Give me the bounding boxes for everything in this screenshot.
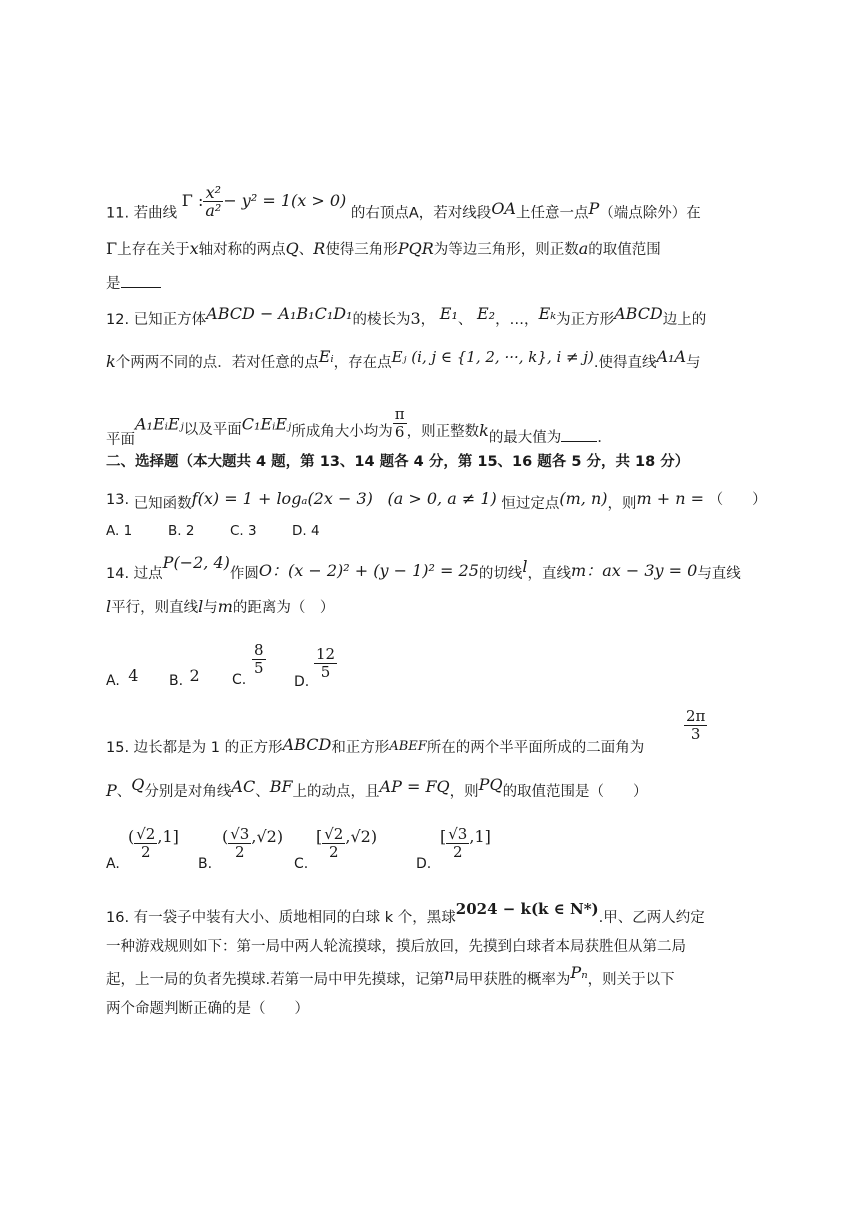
q15-number: 15. xyxy=(106,740,130,756)
q12-text-9: 平面 xyxy=(106,431,135,448)
q11-r: R xyxy=(313,239,326,258)
q15-text-3: 所在的两个半平面所成的二面角为 xyxy=(426,740,645,756)
q11-text-4: （端点除外）在 xyxy=(599,205,701,222)
q15-a-right: ,1] xyxy=(157,827,179,846)
q13-text-2: 恒过定点 xyxy=(501,496,560,512)
q11-curve-eq: − y² = 1(x > 0) xyxy=(223,190,347,210)
q16-line3 xyxy=(106,963,675,991)
q12-text-13: 的最大值为 xyxy=(488,429,562,446)
q15-c-den: 2 xyxy=(329,843,339,861)
q11-line2 xyxy=(106,238,661,261)
q14-m: m： xyxy=(571,561,603,580)
q15-option-c xyxy=(316,826,377,861)
q15-option-d xyxy=(440,826,491,861)
q11-text-7: 、 xyxy=(298,242,314,258)
q15-text-5: 分别是对角线 xyxy=(144,784,232,800)
q11-text-10: 的取值范围 xyxy=(588,242,661,258)
q11-answer-blank xyxy=(121,273,161,288)
q15-text-6: 、 xyxy=(255,784,270,800)
q12-square: ABCD xyxy=(614,304,663,323)
q14-text-1: 过点 xyxy=(133,566,163,582)
q12-text-2: 的棱长为 xyxy=(352,312,411,328)
q16-n: n xyxy=(444,965,455,984)
q11-text-9: 为等边三角形，则正数 xyxy=(433,242,579,258)
q15-option-a-label: A. xyxy=(106,856,120,872)
q11-text-3: 上任意一点 xyxy=(515,205,589,222)
q15-option-b xyxy=(222,826,283,861)
q12-e1: E₁ xyxy=(439,304,458,323)
q14-circle: (x − 2)² + (y − 1)² = 25 xyxy=(287,561,479,580)
q14-line2 xyxy=(106,596,334,619)
q12-dots: ，…， xyxy=(495,312,539,328)
q15-c-right: ,√2) xyxy=(345,827,378,846)
q14-option-b-value: 2 xyxy=(189,666,200,685)
q15-b-left: ( xyxy=(222,827,229,846)
q14-text-6: 平行，则直线 xyxy=(111,600,199,616)
q12-text-5: 个两两不同的点．若对任意的点 xyxy=(115,355,319,371)
q12-text-14: ． xyxy=(597,429,612,446)
q14-line1 xyxy=(106,553,741,582)
q12-text-1: 已知正方体 xyxy=(133,312,207,328)
q15-ac: AC xyxy=(231,777,256,796)
q12-k: k xyxy=(106,352,116,371)
q12-a1a: A₁A xyxy=(656,347,687,366)
q15-b-den: 2 xyxy=(235,843,245,861)
q16-text-3a: 起，上一局的负者先摸球.若第一局中甲先摸球，记第 xyxy=(106,972,445,988)
q15-ang-num: 2π xyxy=(686,707,706,725)
q15-eq: AP = FQ xyxy=(379,777,450,796)
q15-option-d-label: D. xyxy=(416,856,432,872)
q13-option-b: B. 2 xyxy=(168,523,195,539)
q14-l: l xyxy=(522,557,528,576)
q13-options xyxy=(106,520,320,542)
q14-line: ax − 3y = 0 xyxy=(602,561,698,580)
q13-paren: （ ） xyxy=(708,492,767,508)
q15-option-a xyxy=(128,826,179,861)
q15-b-right: ,√2) xyxy=(251,827,284,846)
q14-number: 14. xyxy=(106,566,130,582)
q14-text-7: 与 xyxy=(203,600,218,616)
q11-line3 xyxy=(106,273,161,295)
q15-angle-fraction xyxy=(684,708,707,743)
q15-a-den: 2 xyxy=(141,843,151,861)
q15-p: P xyxy=(106,781,117,800)
q15-c-left: [ xyxy=(316,827,323,846)
q14-text-4: ，直线 xyxy=(527,566,571,582)
q12-text-10: 以及平面 xyxy=(183,421,242,438)
q14-option-b-label: B. xyxy=(169,673,184,689)
q11-a: a xyxy=(578,239,589,258)
q15-d-left: [ xyxy=(440,827,447,846)
q12-text-4: 边上的 xyxy=(662,312,707,328)
q15-d-right: ,1] xyxy=(469,827,491,846)
q16-line1 xyxy=(106,900,705,929)
q15-ang-den: 3 xyxy=(690,725,701,743)
q11-pqr: PQR xyxy=(397,239,434,258)
q13-number: 13. xyxy=(106,492,130,508)
q13-option-d: D. 4 xyxy=(292,523,320,539)
q14-option-b xyxy=(169,666,200,689)
q12-plane1: A₁EᵢEⱼ xyxy=(135,414,184,434)
q15-b-num: √3 xyxy=(230,825,250,843)
q11-segment: OA xyxy=(491,198,516,218)
q11-line1 xyxy=(106,183,701,231)
q11-gamma-2: Γ xyxy=(106,239,118,258)
q12-frac-den: 6 xyxy=(394,423,405,441)
q12-three: 3 xyxy=(410,309,421,328)
q14-option-a-value: 4 xyxy=(128,666,139,685)
q13-condition: (a > 0, a ≠ 1) xyxy=(387,489,497,508)
q11-curve-fraction xyxy=(203,184,223,219)
q15-option-c-label: C. xyxy=(294,856,309,872)
q15-pq: PQ xyxy=(478,775,503,794)
q11-text-1: 若曲线 xyxy=(133,205,178,222)
q15-q: Q xyxy=(131,775,145,794)
q13-sum: m + n = xyxy=(636,489,705,508)
q12-text-3: 为正方形 xyxy=(556,312,615,328)
q12-line3 xyxy=(106,405,612,448)
q16-black-count: 2024 − k(k ∈ N*) xyxy=(455,900,599,918)
q12-text-11: 所成角大小均为 xyxy=(291,423,393,440)
q16-text-3b: 局甲获胜的概率为 xyxy=(454,972,571,988)
q13-option-c: C. 3 xyxy=(230,523,257,539)
q15-text-9: 的取值范围是（ ） xyxy=(502,784,648,800)
q15-text-7: 上的动点，且 xyxy=(292,784,380,800)
q11-text-11: 是 xyxy=(106,276,121,292)
q14-text-5: 与直线 xyxy=(697,566,741,582)
q11-text-8: 使得三角形 xyxy=(325,242,398,258)
q12-ej: Eⱼ (i, j ∈ {1, 2, ···, k}, i ≠ j) xyxy=(391,348,594,366)
q16-text-2: .甲、乙两人约定 xyxy=(598,910,705,926)
q14-option-a xyxy=(106,666,139,689)
q15-a-num: √2 xyxy=(136,825,156,843)
q15-text-4: 、 xyxy=(116,784,132,800)
q16-line4: 两个命题判断正确的是（ ） xyxy=(106,1001,309,1017)
q12-text-12: ，则正整数 xyxy=(406,423,480,440)
q16-pn: Pₙ xyxy=(570,963,588,982)
q11-x: x xyxy=(189,239,199,258)
q12-line1: 12. 已知正方体ABCD − A₁B₁C₁D₁的棱长为3， E₁、 E₂，…，Eₖ为正方形ABCD边上的 xyxy=(106,304,707,328)
q11-number: 11. xyxy=(106,205,130,222)
q12-k2: k xyxy=(479,420,489,440)
q14-option-c-label: C. xyxy=(232,672,247,688)
q15-d-num: √3 xyxy=(448,825,468,843)
q15-c-num: √2 xyxy=(324,825,344,843)
q11-text-2: 的右顶点A，若对线段 xyxy=(350,205,492,222)
q14-option-a-label: A. xyxy=(106,673,120,689)
q12-e2: E₂ xyxy=(476,304,496,323)
q15-text-2: 和正方形 xyxy=(331,740,390,756)
q14-option-d-fraction xyxy=(314,646,337,681)
q13-point: (m, n) xyxy=(559,489,608,508)
q12-angle-fraction xyxy=(393,406,407,441)
q15-square-1: ABCD xyxy=(282,735,332,754)
q14-text-3: 的切线 xyxy=(478,566,523,582)
q15-text-8: ，则 xyxy=(449,784,479,800)
q12-plane2: C₁EᵢEⱼ xyxy=(241,414,292,434)
q15-d-den: 2 xyxy=(453,843,463,861)
q14-option-c-fraction xyxy=(252,642,266,677)
section-2-heading: 二、选择题（本大题共 4 题，第 13、14 题各 4 分，第 15、16 题各 5 分，共 18 分） xyxy=(106,454,690,470)
q16-text-3c: ，则关于以下 xyxy=(587,972,675,988)
q11-frac-num: x² xyxy=(203,184,223,202)
q14-text-8: 的距离为（ ） xyxy=(232,600,335,616)
q14-text-2: 作圆 xyxy=(229,566,259,582)
q11-q: Q xyxy=(285,239,299,258)
q14-c-num: 8 xyxy=(254,641,264,659)
q12-cube: ABCD − A₁B₁C₁D₁ xyxy=(206,304,353,323)
q12-frac-num: π xyxy=(394,405,405,423)
q11-text-5: 上存在关于 xyxy=(117,242,190,258)
q13-text-3: ，则 xyxy=(607,496,637,512)
q15-a-left: ( xyxy=(128,827,135,846)
q14-o: O： xyxy=(258,561,288,580)
q11-text-6: 轴对称的两点 xyxy=(198,242,286,258)
q13-option-a: A. 1 xyxy=(106,523,133,539)
q14-m2: m xyxy=(217,597,233,616)
q12-number: 12. xyxy=(106,312,130,328)
q11-point-p: P xyxy=(588,198,600,218)
q16-number: 16. xyxy=(106,910,130,926)
q11-curve-gamma: Γ : xyxy=(181,190,204,210)
q13-function: f(x) = 1 + logₐ(2x − 3) xyxy=(191,489,373,508)
q14-d-num: 12 xyxy=(316,645,336,663)
q15-text-1: 边长都是为 1 的正方形 xyxy=(133,740,283,756)
q12-ei: Eᵢ xyxy=(318,347,334,366)
q16-text-1: 有一袋子中装有大小、质地相同的白球 k 个，黑球 xyxy=(133,910,456,926)
q12-answer-blank xyxy=(561,427,597,442)
q14-l3: l xyxy=(198,597,204,616)
q12-text-6: ，存在点 xyxy=(333,355,392,371)
q15-option-b-label: B. xyxy=(198,856,213,872)
q12-ek: Eₖ xyxy=(538,304,557,323)
q14-point: P(−2, 4) xyxy=(162,553,230,572)
q16-line2: 一种游戏规则如下：第一局中两人轮流摸球，摸后放回，先摸到白球者本局获胜但从第二局 xyxy=(106,939,686,955)
q12-line2 xyxy=(106,347,701,374)
q13-line1 xyxy=(106,488,767,511)
q14-option-d-label: D. xyxy=(294,674,310,690)
q15-square-2: ABEF xyxy=(389,739,427,754)
q14-l2: l xyxy=(106,597,112,616)
q12-text-7: .使得直线 xyxy=(593,355,657,371)
q11-frac-den: a² xyxy=(205,201,222,220)
q15-line1 xyxy=(106,736,644,760)
q15-line2 xyxy=(106,775,648,803)
q14-c-den: 5 xyxy=(254,659,264,677)
q12-text-8: 与 xyxy=(686,355,701,371)
q13-text-1: 已知函数 xyxy=(133,496,192,512)
q15-bf: BF xyxy=(269,777,293,796)
q14-d-den: 5 xyxy=(320,663,331,681)
